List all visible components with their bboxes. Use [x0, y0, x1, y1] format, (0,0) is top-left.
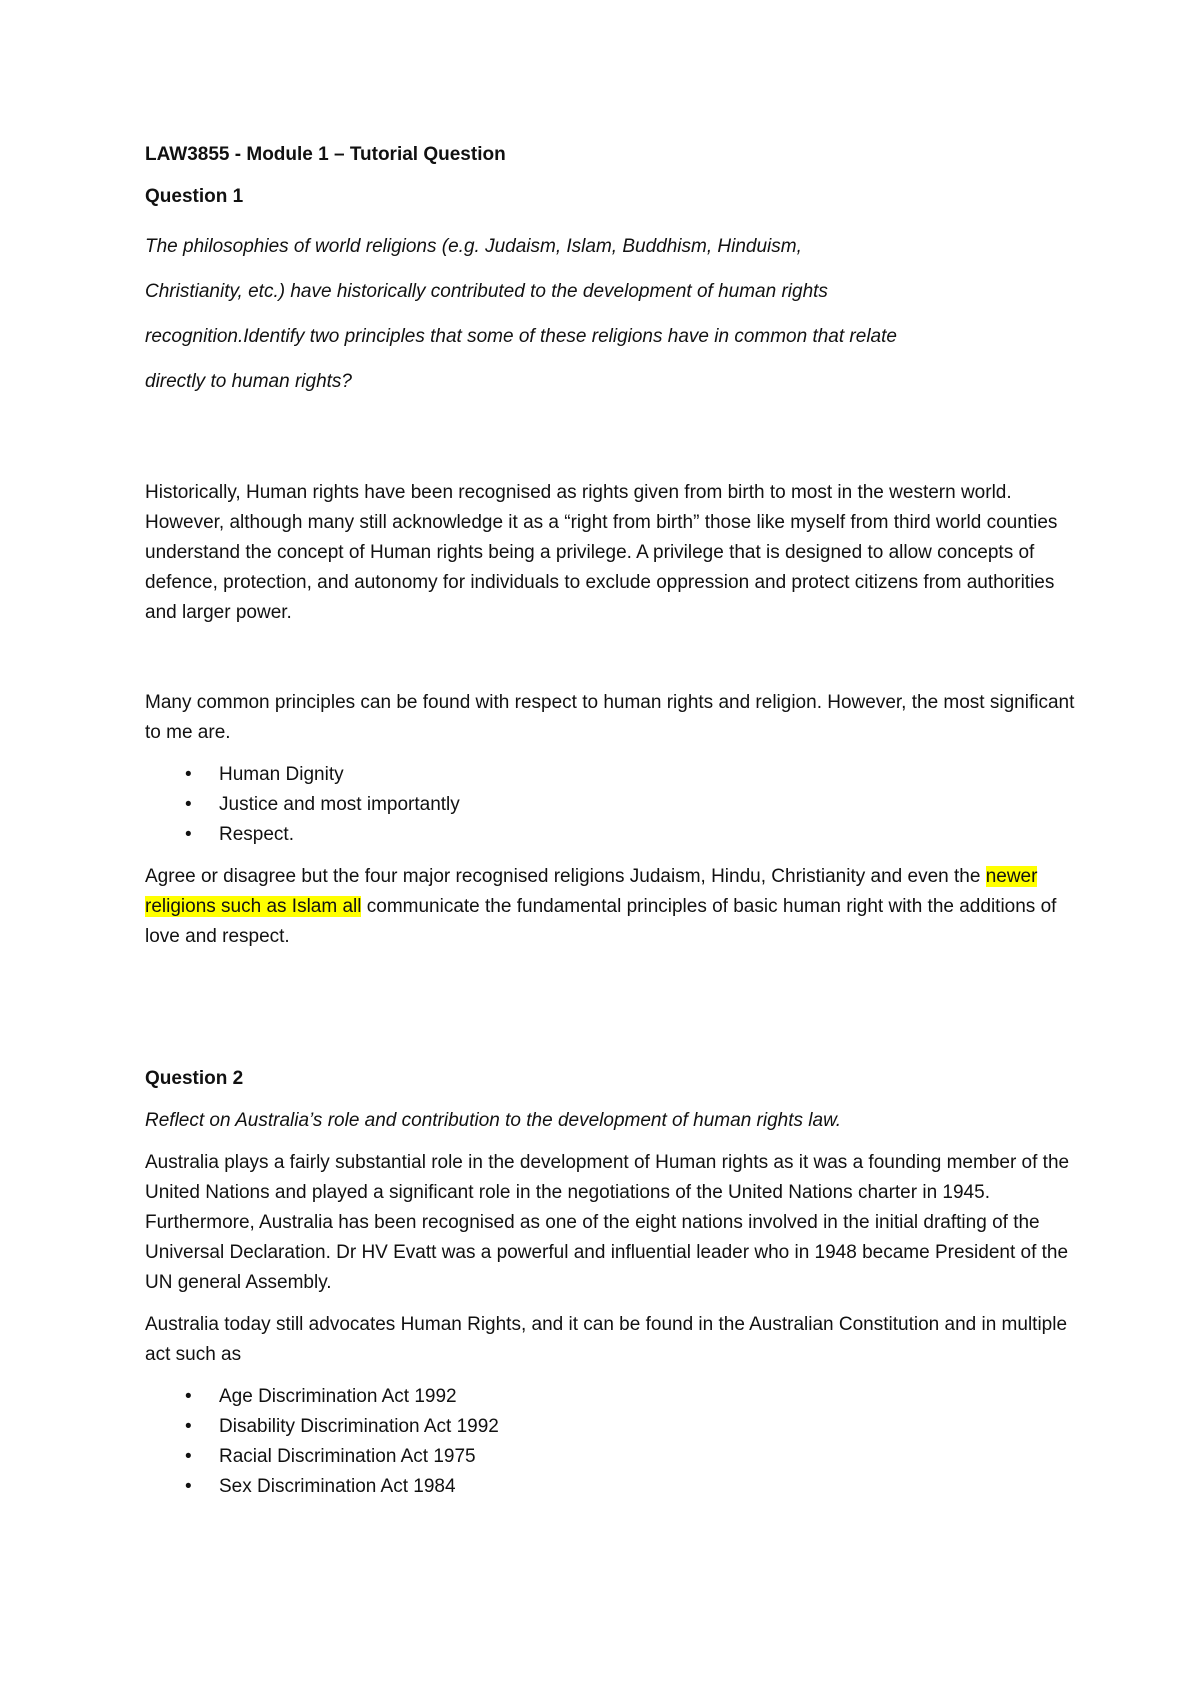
- spacer: [145, 640, 1075, 688]
- question-1-prompt-line: directly to human rights?: [145, 371, 352, 392]
- document-title: LAW3855 - Module 1 – Tutorial Question: [145, 144, 506, 165]
- list-item-text: Justice and most importantly: [219, 794, 460, 815]
- acts-list: [145, 1382, 1075, 1502]
- bullet-icon: •: [185, 1416, 192, 1437]
- question-1-conclusion-paragraph: [145, 862, 1075, 952]
- question-1-prompt-line: The philosophies of world religions (e.g. Judaism, Islam, Buddhism, Hinduism,: [145, 236, 802, 257]
- list-item-text: Age Discrimination Act 1992: [219, 1386, 457, 1407]
- spacer: [145, 404, 1075, 478]
- paragraph-text: communicate the fundamental principles of basic human right with the additions of love and respect.: [145, 896, 1057, 947]
- question-2-heading: Question 2: [145, 1068, 244, 1089]
- question-1-prompt-line: recognition.Identify two principles that some of these religions have in common that relate: [145, 326, 897, 347]
- bullet-icon: •: [185, 824, 192, 845]
- list-item-text: Human Dignity: [219, 764, 344, 785]
- highlighted-text: newer religions such as Islam all: [145, 866, 1038, 917]
- question-1-prompt: [145, 224, 1075, 404]
- list-item: [145, 1472, 1075, 1502]
- question-1-answer-paragraph: Historically, Human rights have been recognised as rights given from birth to most in the western world. However, although many still acknowledge it as a “right from birth” those like myself from third world counties understand the concept of Human rights being a privilege. A privilege that is designed to allow concepts of defence, protection, and autonomy for individuals to exclude oppression and protect citizens from authorities and larger power.: [145, 482, 1058, 623]
- bullet-icon: •: [185, 1476, 192, 1497]
- principles-list: [145, 760, 1075, 850]
- bullet-icon: •: [185, 764, 192, 785]
- bullet-icon: •: [185, 1446, 192, 1467]
- list-item: [145, 1382, 1075, 1412]
- list-item: [145, 1442, 1075, 1472]
- document-page: [145, 140, 1075, 1514]
- list-item: [145, 820, 1075, 850]
- question-1-prompt-line: Christianity, etc.) have historically contributed to the development of human rights: [145, 281, 828, 302]
- question-2-answer-paragraph: Australia plays a fairly substantial role in the development of Human rights as it was a founding member of the United Nations and played a significant role in the negotiations of the United Nations charter in 1945. Furthermore, Australia has been recognised as one of the eight nations involved in the initial drafting of the Universal Declaration. Dr HV Evatt was a powerful and influential leader who in 1948 became President of the UN general Assembly.: [145, 1152, 1070, 1293]
- question-1-heading: Question 1: [145, 186, 244, 207]
- spacer: [145, 964, 1075, 1064]
- question-1-answer-paragraph: Many common principles can be found with respect to human rights and religion. However, the most significant to me are.: [145, 692, 1075, 743]
- list-item-text: Disability Discrimination Act 1992: [219, 1416, 499, 1437]
- list-item-text: Racial Discrimination Act 1975: [219, 1446, 476, 1467]
- question-2-answer-paragraph: Australia today still advocates Human Rights, and it can be found in the Australian Constitution and in multiple act such as: [145, 1314, 1068, 1365]
- list-item: [145, 790, 1075, 820]
- paragraph-text: Agree or disagree but the four major recognised religions Judaism, Hindu, Christianity and even the: [145, 866, 986, 887]
- question-2-prompt: Reflect on Australia’s role and contribution to the development of human rights law.: [145, 1110, 842, 1131]
- list-item: [145, 760, 1075, 790]
- list-item-text: Sex Discrimination Act 1984: [219, 1476, 456, 1497]
- bullet-icon: •: [185, 1386, 192, 1407]
- list-item: [145, 1412, 1075, 1442]
- bullet-icon: •: [185, 794, 192, 815]
- list-item-text: Respect.: [219, 824, 294, 845]
